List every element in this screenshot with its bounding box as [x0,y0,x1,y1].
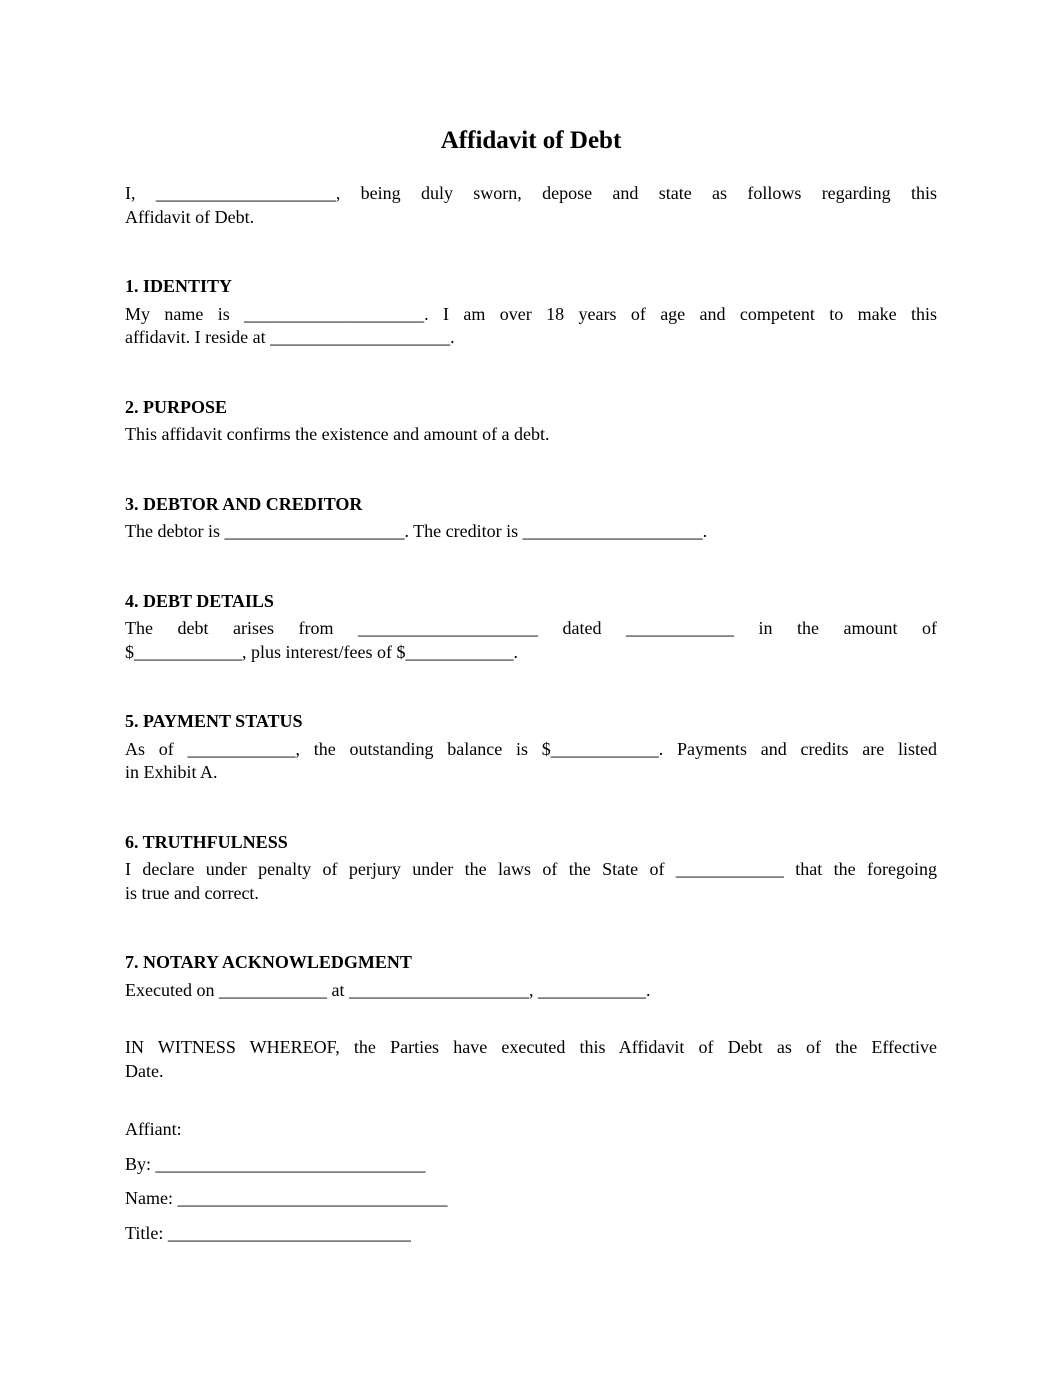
witness-line-2: Date. [125,1060,164,1081]
document-title: Affidavit of Debt [440,127,622,154]
intro-line-2: Affidavit of Debt. [125,206,255,227]
section-text-line-1: I declare under penalty of perjury under the laws of the State of ____________ that the foregoing [125,859,937,879]
section-text-line-1: This affidavit confirms the existence and amount of a debt. [125,424,550,444]
section-heading: 3. DEBTOR AND CREDITOR [125,493,363,514]
section-text-line-2: is true and correct. [125,882,259,903]
section-heading: 7. NOTARY ACKNOWLEDGMENT [125,952,412,972]
section-heading: 5. PAYMENT STATUS [125,711,303,731]
section-identity [125,275,937,350]
section-payment-status [125,710,937,785]
section-notary-acknowledgment [125,951,937,1002]
section-heading: 4. DEBT DETAILS [125,590,274,611]
section-debtor-and-creditor [125,493,937,544]
intro-line-1: I, ____________________, being duly sworn, depose and state as follows regarding this [125,183,937,203]
section-heading: 2. PURPOSE [125,396,228,417]
section-text-line-1: The debtor is ____________________. The creditor is ____________________. [125,521,708,541]
document-body [125,124,937,1245]
section-text-line-1: As of ____________, the outstanding balance is $____________. Payments and credits are listed [125,738,937,759]
signature-name-line: Name: ______________________________ [125,1188,448,1208]
signature-by-line: By: ______________________________ [125,1153,426,1174]
section-text-line-1: The debt arises from ____________________ dated ____________ in the amount of [125,618,937,638]
section-text-line-1: My name is ____________________. I am over 18 years of age and competent to make this [125,303,937,324]
section-text-line-2: in Exhibit A. [125,762,218,782]
section-text-line-2: affidavit. I reside at ____________________. [125,327,455,347]
section-heading: 1. IDENTITY [125,276,233,296]
witness-line-1: IN WITNESS WHEREOF, the Parties have executed this Affidavit of Debt as of the Effective [125,1037,937,1057]
affiant-label: Affiant: [125,1119,182,1139]
section-purpose [125,396,937,447]
section-heading: 6. TRUTHFULNESS [125,831,288,852]
section-truthfulness [125,831,937,906]
signature-title-line: Title: ___________________________ [125,1222,411,1243]
witness-paragraph [125,1036,937,1083]
section-text-line-2: $____________, plus interest/fees of $____________. [125,641,518,662]
signature-block [125,1118,937,1245]
section-debt-details [125,590,937,665]
intro-paragraph [125,182,937,229]
section-text-line-1: Executed on ____________ at ____________________, ____________. [125,979,651,1000]
